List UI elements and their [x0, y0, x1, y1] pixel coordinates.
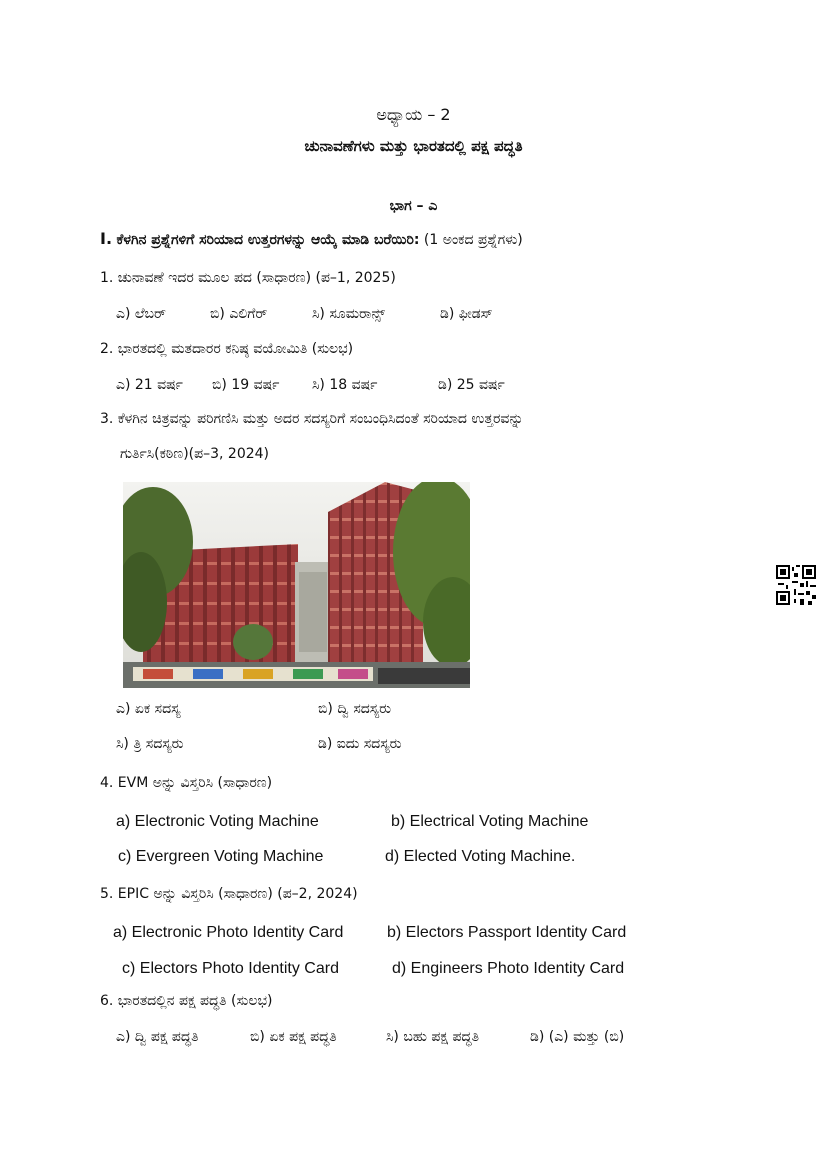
q3-option-a: ಎ) ಏಕ ಸದಸ್ಯ: [116, 701, 181, 717]
q4-option-b: b) Electrical Voting Machine: [391, 813, 589, 830]
q2-option-a: ಎ) 21 ವರ್ಷ: [116, 377, 183, 393]
q2-option-b: ಬಿ) 19 ವರ್ಷ: [212, 377, 280, 393]
part-heading: ಭಾಗ – ಎ: [389, 198, 438, 214]
q4-option-d: d) Elected Voting Machine.: [385, 848, 576, 865]
q1-option-d: ಡಿ) ಫೀಡಸ್: [440, 306, 493, 322]
section-instruction: [100, 229, 523, 248]
chapter-title: ಚುನಾವಣೆಗಳು ಮತ್ತು ಭಾರತದಲ್ಲಿ ಪಕ್ಷ ಪದ್ಧತಿ: [304, 137, 523, 155]
q5-option-c: c) Electors Photo Identity Card: [122, 960, 339, 977]
question-2: 2. ಭಾರತದಲ್ಲಿ ಮತದಾರರ ಕನಿಷ್ಠ ವಯೋಮಿತಿ (ಸುಲಭ): [100, 341, 354, 357]
q5-option-b: b) Electors Passport Identity Card: [387, 924, 627, 941]
question-4: 4. EVM ಅನ್ನು ವಿಸ್ತರಿಸಿ (ಸಾಧಾರಣ): [100, 775, 273, 791]
marks-text: (1 ಅಂಕದ ಪ್ರಶ್ನೆಗಳು): [423, 232, 523, 248]
q6-option-d: ಡಿ) (ಎ) ಮತ್ತು (ಬಿ): [530, 1029, 625, 1045]
question-6: 6. ಭಾರತದಲ್ಲಿನ ಪಕ್ಷ ಪದ್ಧತಿ (ಸುಲಭ): [100, 993, 273, 1009]
q6-option-a: ಎ) ದ್ವಿ ಪಕ್ಷ ಪದ್ಧತಿ: [116, 1029, 199, 1045]
question-1: 1. ಚುನಾವಣೆ ಇದರ ಮೂಲ ಪದ (ಸಾಧಾರಣ) (ಪ–1, 2025): [100, 270, 396, 286]
instruction-text: ಕೆಳಗಿನ ಪ್ರಶ್ನೆಗಳಿಗೆ ಸರಿಯಾದ ಉತ್ತರಗಳನ್ನು ಆಯ್ಕೆ ಮಾಡಿ ಬರೆಯಿರಿ:: [116, 232, 420, 248]
question-3-line-1: 3. ಕೆಳಗಿನ ಚಿತ್ರವನ್ನು ಪರಿಗಣಿಸಿ ಮತ್ತು ಅದರ ಸದಸ್ಯರಿಗೆ ಸಂಬಂಧಿಸಿದಂತೆ ಸರಿಯಾದ ಉತ್ತರವನ್ನು: [100, 411, 524, 427]
qr-code-icon: [776, 565, 816, 605]
q4-option-c: c) Evergreen Voting Machine: [118, 848, 324, 865]
q6-option-b: ಬಿ) ಏಕ ಪಕ್ಷ ಪದ್ಧತಿ: [250, 1029, 337, 1045]
question-5: 5. EPIC ಅನ್ನು ವಿಸ್ತರಿಸಿ (ಸಾಧಾರಣ) (ಪ–2, 2024): [100, 886, 358, 902]
q1-option-a: ಎ) ಲೆಬರ್: [116, 306, 166, 322]
q1-option-b: ಬಿ) ಎಲಿಗೆರ್: [210, 306, 268, 322]
q3-option-b: ಬಿ) ದ್ವಿ ಸದಸ್ಯರು: [318, 701, 392, 717]
q5-option-d: d) Engineers Photo Identity Card: [392, 960, 625, 977]
q3-option-c: ಸಿ) ತ್ರಿ ಸದಸ್ಯರು: [116, 736, 184, 752]
q5-option-a: a) Electronic Photo Identity Card: [113, 924, 344, 941]
q6-option-c: ಸಿ) ಬಹು ಪಕ್ಷ ಪದ್ಧತಿ: [386, 1029, 480, 1045]
section-number: I.: [100, 229, 113, 248]
q3-option-d: ಡಿ) ಐದು ಸದಸ್ಯರು: [318, 736, 402, 752]
building-photo: [123, 482, 470, 688]
q1-option-c: ಸಿ) ಸೂಮರಾನ್ಸ್: [312, 306, 386, 322]
chapter-number: ಅಧ್ಯಾಯ – 2: [376, 105, 451, 124]
q4-option-a: a) Electronic Voting Machine: [116, 813, 319, 830]
q2-option-c: ಸಿ) 18 ವರ್ಷ: [312, 377, 378, 393]
q2-option-d: ಡಿ) 25 ವರ್ಷ: [438, 377, 505, 393]
question-3-line-2: ಗುರ್ತಿಸಿ(ಕಠಿಣ)(ಪ–3, 2024): [120, 446, 270, 462]
